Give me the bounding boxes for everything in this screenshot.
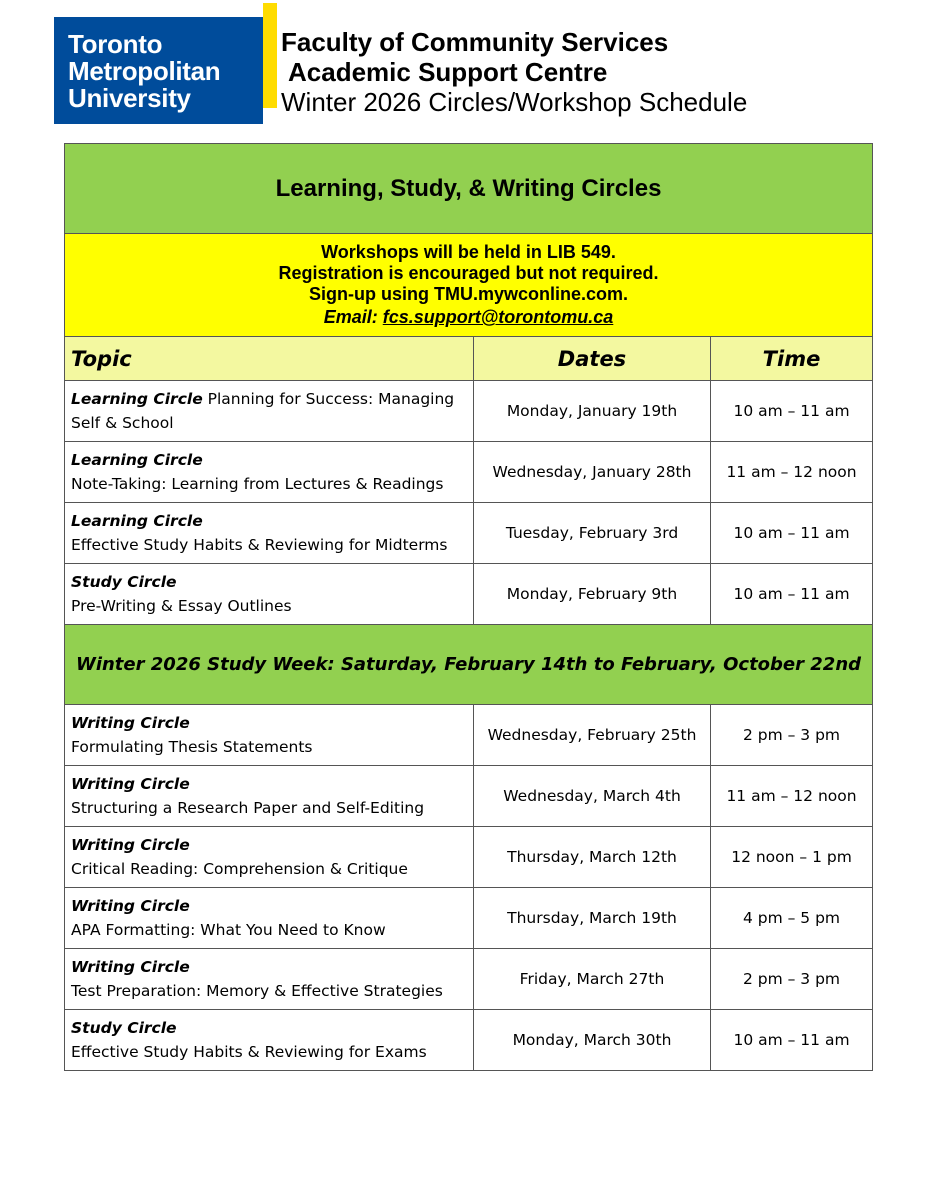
schedule-title: Winter 2026 Circles/Workshop Schedule [281,87,748,117]
date-cell: Thursday, March 12th [474,827,711,888]
logo-line-3: University [68,83,191,113]
topic-title: Structuring a Research Paper and Self-Editing [71,799,425,817]
notice-registration: Registration is encouraged but not required. [278,263,659,283]
column-header-topic: Topic [65,337,474,381]
topic-cell [65,1010,474,1071]
circle-type: Learning Circle [71,451,203,469]
topic-cell [65,381,474,442]
topic-cell [65,705,474,766]
date-cell: Tuesday, February 3rd [474,503,711,564]
table-row [65,503,873,564]
table-row [65,949,873,1010]
logo-line-2: Metropolitan [68,56,221,86]
column-header-time: Time [711,337,873,381]
schedule-table [64,143,873,1071]
time-cell: 10 am – 11 am [711,503,873,564]
circle-type: Writing Circle [71,836,190,854]
date-cell: Wednesday, February 25th [474,705,711,766]
table-title: Learning, Study, & Writing Circles [65,144,873,234]
circle-type: Study Circle [71,573,177,591]
table-row [65,827,873,888]
university-logo [54,17,263,124]
date-cell: Wednesday, March 4th [474,766,711,827]
date-cell: Monday, February 9th [474,564,711,625]
time-cell: 10 am – 11 am [711,1010,873,1071]
notice-location: Workshops will be held in LIB 549. [321,242,616,262]
email-label: Email: [323,307,383,327]
topic-title: Formulating Thesis Statements [71,738,313,756]
topic-cell [65,827,474,888]
topic-cell [65,503,474,564]
circle-type: Writing Circle [71,775,190,793]
circle-type: Writing Circle [71,958,190,976]
time-cell: 10 am – 11 am [711,564,873,625]
time-cell: 4 pm – 5 pm [711,888,873,949]
notice-email [65,307,872,328]
notice-signup: Sign-up using TMU.mywconline.com. [309,284,629,304]
date-cell: Wednesday, January 28th [474,442,711,503]
topic-title: Pre-Writing & Essay Outlines [71,597,292,615]
date-cell: Monday, March 30th [474,1010,711,1071]
table-row [65,1010,873,1071]
column-header-row [65,337,873,381]
table-title-row [65,144,873,234]
topic-cell [65,888,474,949]
time-cell: 10 am – 11 am [711,381,873,442]
centre-name: Academic Support Centre [288,57,608,87]
time-cell: 11 am – 12 noon [711,442,873,503]
topic-title: Effective Study Habits & Reviewing for Exams [71,1043,427,1061]
topic-title: Effective Study Habits & Reviewing for Midterms [71,536,448,554]
topic-title: Note-Taking: Learning from Lectures & Readings [71,475,444,493]
table-row [65,442,873,503]
circle-type: Learning Circle [71,390,203,408]
date-cell: Monday, January 19th [474,381,711,442]
topic-title: Critical Reading: Comprehension & Critique [71,860,408,878]
study-week-banner: Winter 2026 Study Week: Saturday, February 14th to February, October 22nd [65,625,873,705]
topic-title: Test Preparation: Memory & Effective Strategies [71,982,443,1000]
time-cell: 12 noon – 1 pm [711,827,873,888]
notice-cell [65,234,873,337]
circle-type: Writing Circle [71,714,190,732]
document-header [281,27,747,117]
topic-cell [65,564,474,625]
topic-title: Planning for Success: Managing Self & School [71,390,455,432]
table-row [65,381,873,442]
time-cell: 2 pm – 3 pm [711,705,873,766]
date-cell: Friday, March 27th [474,949,711,1010]
notice-row [65,234,873,337]
topic-cell [65,949,474,1010]
topic-cell [65,766,474,827]
logo-line-1: Toronto [68,29,163,59]
table-row [65,888,873,949]
column-header-dates: Dates [474,337,711,381]
circle-type: Writing Circle [71,897,190,915]
circle-type: Study Circle [71,1019,177,1037]
circle-type: Learning Circle [71,512,203,530]
study-week-row [65,625,873,705]
topic-title: APA Formatting: What You Need to Know [71,921,386,939]
logo-accent-bar [263,3,277,108]
time-cell: 2 pm – 3 pm [711,949,873,1010]
table-row [65,564,873,625]
email-link[interactable]: fcs.support@torontomu.ca [382,307,614,327]
table-row [65,766,873,827]
faculty-name: Faculty of Community Services [281,27,669,57]
topic-cell [65,442,474,503]
time-cell: 11 am – 12 noon [711,766,873,827]
table-row [65,705,873,766]
date-cell: Thursday, March 19th [474,888,711,949]
